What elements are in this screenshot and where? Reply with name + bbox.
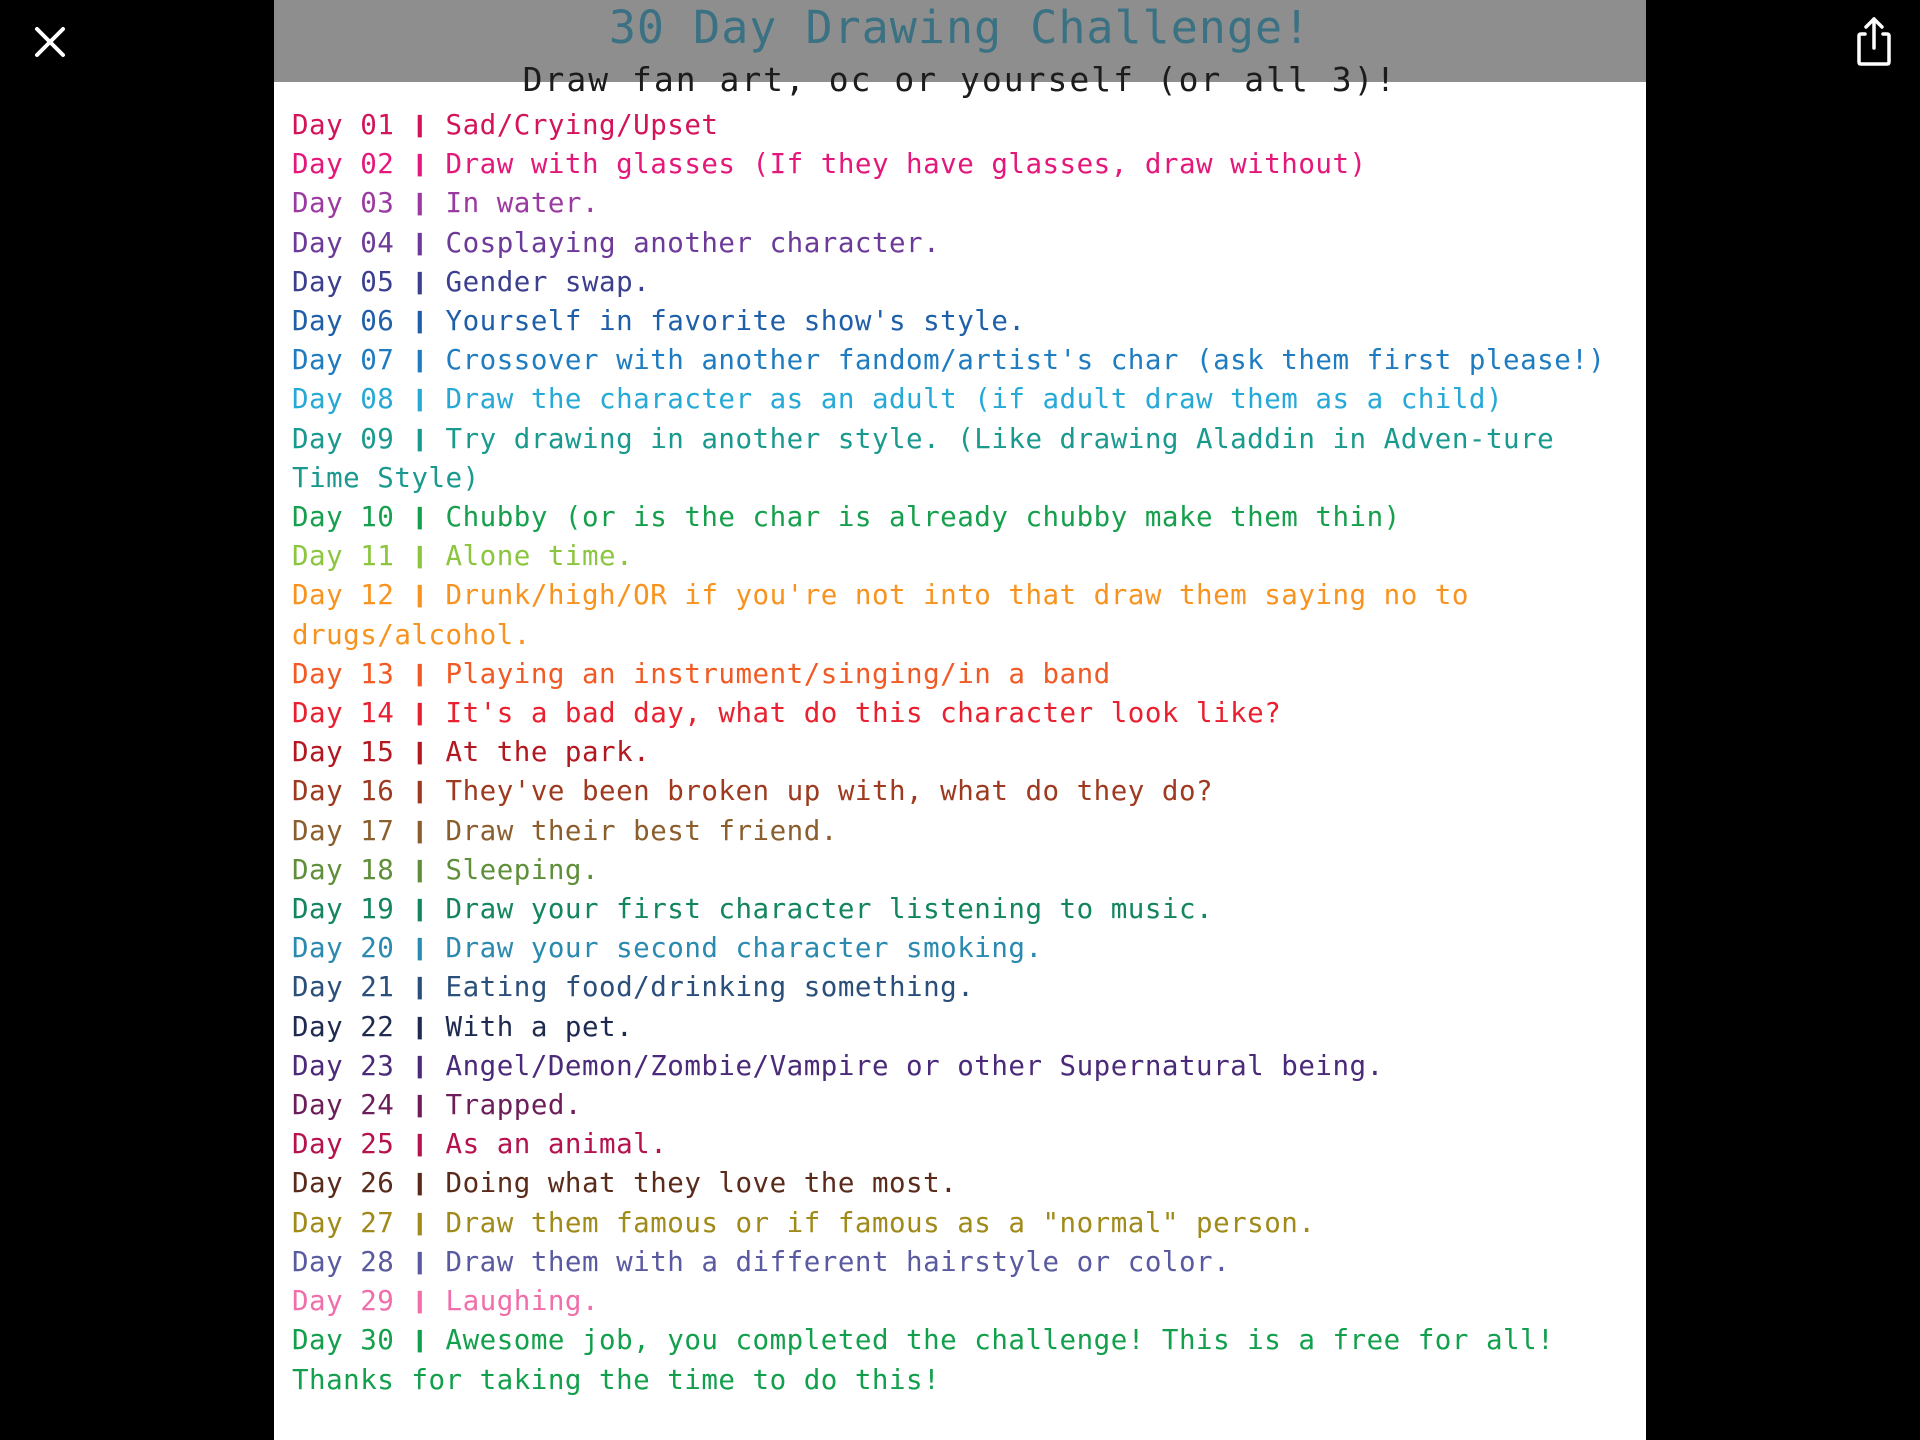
day-list xyxy=(292,106,1632,1400)
day-label: Day 18 xyxy=(292,853,395,886)
day-label: Day 04 xyxy=(292,226,395,259)
separator-mark: ❙ xyxy=(411,148,429,181)
day-label: Day 01 xyxy=(292,109,395,141)
share-button[interactable] xyxy=(1846,12,1902,72)
day-label: Day 22 xyxy=(292,1010,395,1043)
day-prompt: Draw the character as an adult (if adult draw them as a child) xyxy=(445,383,1504,416)
day-item xyxy=(292,1086,1632,1125)
day-label: Day 02 xyxy=(292,148,395,181)
separator-mark: ❙ xyxy=(411,1285,429,1318)
separator-mark: ❙ xyxy=(411,344,429,377)
day-prompt: Gender swap. xyxy=(445,265,651,298)
day-item xyxy=(292,420,1632,498)
day-label: Day 26 xyxy=(292,1167,395,1200)
day-item xyxy=(292,498,1632,537)
day-label: Day 19 xyxy=(292,893,395,926)
separator-mark: ❙ xyxy=(411,853,429,886)
separator-mark: ❙ xyxy=(411,697,429,730)
day-item xyxy=(292,733,1632,772)
day-item xyxy=(292,1243,1632,1282)
separator-mark: ❙ xyxy=(411,932,429,965)
day-item xyxy=(292,1125,1632,1164)
day-label: Day 09 xyxy=(292,422,395,455)
day-label: Day 29 xyxy=(292,1285,395,1318)
day-item xyxy=(292,145,1632,184)
day-label: Day 27 xyxy=(292,1206,395,1239)
day-prompt: Sad/Crying/Upset xyxy=(445,109,719,141)
challenge-title: 30 Day Drawing Challenge! xyxy=(608,1,1312,54)
day-prompt: Draw their best friend. xyxy=(445,814,838,847)
day-prompt: As an animal. xyxy=(445,1128,668,1161)
separator-mark: ❙ xyxy=(411,1010,429,1043)
day-label: Day 10 xyxy=(292,501,395,534)
day-item xyxy=(292,576,1632,654)
challenge-image xyxy=(274,0,1646,1440)
separator-mark: ❙ xyxy=(411,1128,429,1161)
day-item xyxy=(292,1204,1632,1243)
day-prompt: Alone time. xyxy=(445,540,634,573)
day-prompt: It's a bad day, what do this character look like? xyxy=(445,697,1282,730)
day-item xyxy=(292,224,1632,263)
day-prompt: Draw them with a different hairstyle or color. xyxy=(445,1245,1231,1278)
day-label: Day 30 xyxy=(292,1324,395,1357)
day-prompt: Doing what they love the most. xyxy=(445,1167,958,1200)
day-prompt: Try drawing in another style. (Like drawing Aladdin in Adven-ture Time Style) xyxy=(292,422,1572,494)
separator-mark: ❙ xyxy=(411,109,429,141)
day-prompt: Crossover with another fandom/artist's char (ask them first please!) xyxy=(445,344,1606,377)
day-prompt: Draw them famous or if famous as a "normal" person. xyxy=(445,1206,1316,1239)
day-label: Day 06 xyxy=(292,305,395,338)
separator-mark: ❙ xyxy=(411,1167,429,1200)
separator-mark: ❙ xyxy=(411,1206,429,1239)
separator-mark: ❙ xyxy=(411,579,429,612)
separator-mark: ❙ xyxy=(411,187,429,220)
day-item xyxy=(292,890,1632,929)
day-label: Day 23 xyxy=(292,1049,395,1082)
separator-mark: ❙ xyxy=(411,1049,429,1082)
separator-mark: ❙ xyxy=(411,540,429,573)
separator-mark: ❙ xyxy=(411,736,429,769)
day-prompt: Yourself in favorite show's style. xyxy=(445,305,1026,338)
separator-mark: ❙ xyxy=(411,1324,429,1357)
day-item xyxy=(292,1008,1632,1047)
day-label: Day 16 xyxy=(292,775,395,808)
day-label: Day 07 xyxy=(292,344,395,377)
day-label: Day 15 xyxy=(292,736,395,769)
day-prompt: Trapped. xyxy=(445,1089,582,1122)
separator-mark: ❙ xyxy=(411,814,429,847)
day-item xyxy=(292,1321,1632,1399)
day-item xyxy=(292,302,1632,341)
day-item xyxy=(292,1047,1632,1086)
day-item xyxy=(292,694,1632,733)
day-item xyxy=(292,537,1632,576)
close-button[interactable] xyxy=(22,14,78,70)
day-label: Day 03 xyxy=(292,187,395,220)
day-item xyxy=(292,1282,1632,1321)
day-label: Day 13 xyxy=(292,657,395,690)
day-label: Day 11 xyxy=(292,540,395,573)
day-prompt: Draw your first character listening to music. xyxy=(445,893,1214,926)
separator-mark: ❙ xyxy=(411,775,429,808)
day-label: Day 28 xyxy=(292,1245,395,1278)
day-prompt: They've been broken up with, what do they do? xyxy=(445,775,1214,808)
day-item xyxy=(292,341,1632,380)
day-prompt: Laughing. xyxy=(445,1285,600,1318)
day-prompt: In water. xyxy=(445,187,600,220)
day-prompt: Eating food/drinking something. xyxy=(445,971,975,1004)
separator-mark: ❙ xyxy=(411,422,429,455)
day-prompt: With a pet. xyxy=(445,1010,634,1043)
day-label: Day 12 xyxy=(292,579,395,612)
day-item xyxy=(292,184,1632,223)
day-item xyxy=(292,812,1632,851)
share-icon xyxy=(1846,12,1902,72)
day-label: Day 25 xyxy=(292,1128,395,1161)
separator-mark: ❙ xyxy=(411,226,429,259)
separator-mark: ❙ xyxy=(411,501,429,534)
day-item xyxy=(292,263,1632,302)
day-prompt: At the park. xyxy=(445,736,651,769)
day-prompt: Awesome job, you completed the challenge! This is a free for all! Thanks for taking the time to do this! xyxy=(292,1324,1572,1396)
day-prompt: Playing an instrument/singing/in a band xyxy=(445,657,1111,690)
day-label: Day 05 xyxy=(292,265,395,298)
day-label: Day 14 xyxy=(292,697,395,730)
separator-mark: ❙ xyxy=(411,383,429,416)
separator-mark: ❙ xyxy=(411,305,429,338)
day-item xyxy=(292,851,1632,890)
day-label: Day 24 xyxy=(292,1089,395,1122)
day-prompt: Sleeping. xyxy=(445,853,600,886)
day-prompt: Chubby (or is the char is already chubby make them thin) xyxy=(445,501,1401,534)
day-item xyxy=(292,772,1632,811)
separator-mark: ❙ xyxy=(411,1089,429,1122)
separator-mark: ❙ xyxy=(411,1245,429,1278)
challenge-subtitle: Draw fan art, oc or yourself (or all 3)! xyxy=(522,60,1398,99)
day-label: Day 20 xyxy=(292,932,395,965)
day-label: Day 21 xyxy=(292,971,395,1004)
day-label: Day 17 xyxy=(292,814,395,847)
day-item xyxy=(292,1164,1632,1203)
close-icon xyxy=(22,14,78,70)
day-prompt: Drunk/high/OR if you're not into that draw them saying no to drugs/alcohol. xyxy=(292,579,1486,651)
day-item xyxy=(292,380,1632,419)
day-item xyxy=(292,106,1632,145)
day-prompt: Cosplaying another character. xyxy=(445,226,941,259)
day-prompt: Draw with glasses (If they have glasses, draw without) xyxy=(445,148,1367,181)
separator-mark: ❙ xyxy=(411,893,429,926)
separator-mark: ❙ xyxy=(411,657,429,690)
day-label: Day 08 xyxy=(292,383,395,416)
separator-mark: ❙ xyxy=(411,971,429,1004)
day-prompt: Angel/Demon/Zombie/Vampire or other Supernatural being. xyxy=(445,1049,1384,1082)
day-item xyxy=(292,655,1632,694)
day-item xyxy=(292,929,1632,968)
day-prompt: Draw your second character smoking. xyxy=(445,932,1043,965)
separator-mark: ❙ xyxy=(411,265,429,298)
day-item xyxy=(292,968,1632,1007)
